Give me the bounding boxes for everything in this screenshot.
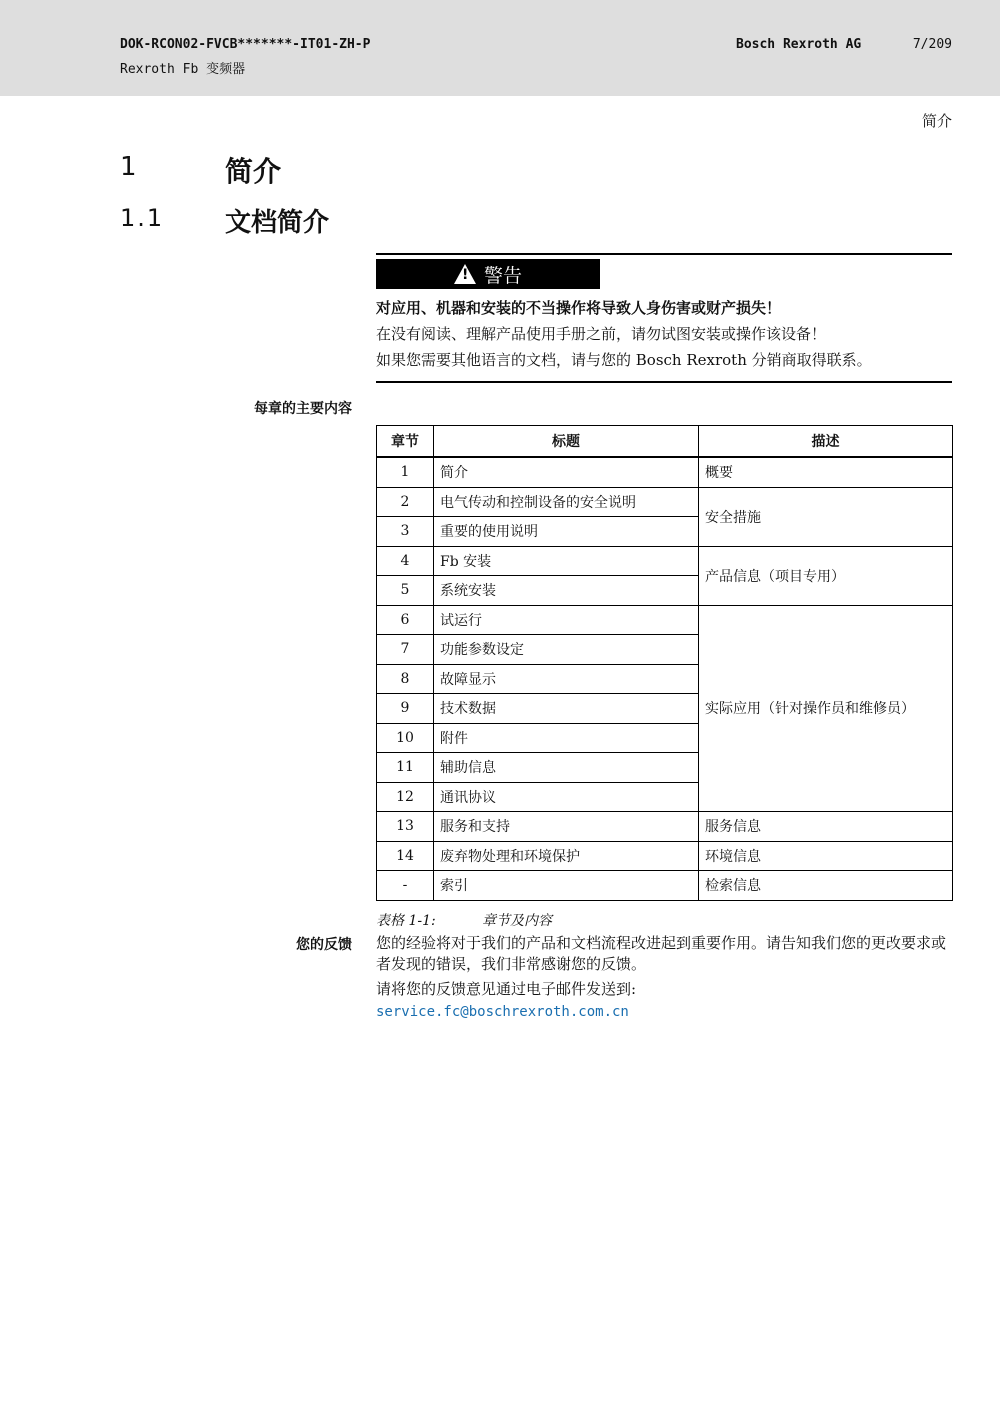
heading2-title: 文档简介 xyxy=(225,208,330,238)
col-header-chapter: 章节 xyxy=(377,426,434,458)
table-row xyxy=(377,546,953,576)
chapter-description: 概要 xyxy=(699,457,953,487)
table-row xyxy=(377,812,953,842)
table-row xyxy=(377,457,953,487)
chapter-title: 辅助信息 xyxy=(434,753,699,783)
chapter-number: 10 xyxy=(377,723,434,753)
chapter-description: 产品信息（项目专用） xyxy=(699,546,953,605)
chapter-title: 试运行 xyxy=(434,605,699,635)
warning-icon xyxy=(454,264,476,284)
feedback-email-link[interactable]: service.fc@boschrexroth.com.cn xyxy=(376,1004,629,1020)
chapter-title: 通讯协议 xyxy=(434,782,699,812)
chapter-title: 服务和支持 xyxy=(434,812,699,842)
feedback-label: 您的反馈 xyxy=(296,937,352,953)
warning-line-1: 对应用、机器和安装的不当操作将导致人身伤害或财产损失！ xyxy=(376,299,782,317)
caption-label: 表格 1-1: xyxy=(376,913,436,929)
page-header xyxy=(0,0,1000,96)
chapter-number: 11 xyxy=(377,753,434,783)
warning-line-2: 在没有阅读、理解产品使用手册之前，请勿试图安装或操作该设备！ xyxy=(376,325,827,343)
col-header-description: 描述 xyxy=(699,426,953,458)
chapter-number: 3 xyxy=(377,517,434,547)
chapter-number: 12 xyxy=(377,782,434,812)
feedback-paragraph: 您的经验将对于我们的产品和文档流程改进起到重要作用。请告知我们您的更改要求或者发现的错误，我们非常感谢您的反馈。 xyxy=(376,934,947,973)
col-header-title: 标题 xyxy=(434,426,699,458)
chapter-number: 13 xyxy=(377,812,434,842)
warning-box xyxy=(376,253,952,383)
chapter-number: 14 xyxy=(377,841,434,871)
chapter-title: Fb 安装 xyxy=(434,546,699,576)
chapter-number: 8 xyxy=(377,664,434,694)
table-header-row xyxy=(377,426,953,458)
warning-label: 警告 xyxy=(483,264,522,287)
chapter-number: 4 xyxy=(377,546,434,576)
doc-id: DOK-RCON02-FVCB*******-IT01-ZH-P xyxy=(120,37,371,52)
feedback-instruction: 请将您的反馈意见通过电子邮件发送到: xyxy=(376,980,637,998)
heading1-title: 简介 xyxy=(225,155,282,188)
table-row xyxy=(377,841,953,871)
chapter-title: 重要的使用说明 xyxy=(434,517,699,547)
chapter-title: 附件 xyxy=(434,723,699,753)
chapter-number: 2 xyxy=(377,487,434,517)
warning-line-3: 如果您需要其他语言的文档，请与您的 Bosch Rexroth 分销商取得联系。 xyxy=(376,351,872,369)
chapter-contents-label: 每章的主要内容 xyxy=(254,401,352,417)
chapter-number: 1 xyxy=(377,457,434,487)
table-row xyxy=(377,605,953,635)
chapter-description: 检索信息 xyxy=(699,871,953,901)
chapter-number: 9 xyxy=(377,694,434,724)
table-caption xyxy=(376,910,552,930)
chapter-description: 服务信息 xyxy=(699,812,953,842)
warning-banner xyxy=(376,259,600,289)
chapter-title: 废弃物处理和环境保护 xyxy=(434,841,699,871)
chapter-number: - xyxy=(377,871,434,901)
table-row xyxy=(377,871,953,901)
chapter-title: 功能参数设定 xyxy=(434,635,699,665)
table-row xyxy=(377,487,953,517)
doc-subtitle: Rexroth Fb 变频器 xyxy=(120,62,246,77)
chapter-description: 环境信息 xyxy=(699,841,953,871)
chapter-title: 索引 xyxy=(434,871,699,901)
chapter-description: 安全措施 xyxy=(699,487,953,546)
chapter-title: 系统安装 xyxy=(434,576,699,606)
chapter-title: 技术数据 xyxy=(434,694,699,724)
chapter-title: 电气传动和控制设备的安全说明 xyxy=(434,487,699,517)
page-number: 7/209 xyxy=(912,37,952,52)
chapter-number: 7 xyxy=(377,635,434,665)
heading1-number: 1 xyxy=(120,152,137,182)
company-name: Bosch Rexroth AG xyxy=(736,37,862,52)
chapter-number: 6 xyxy=(377,605,434,635)
section-tag: 简介 xyxy=(921,112,952,130)
chapter-title: 简介 xyxy=(434,457,699,487)
chapter-number: 5 xyxy=(377,576,434,606)
chapter-description: 实际应用（针对操作员和维修员） xyxy=(699,605,953,812)
chapter-title: 故障显示 xyxy=(434,664,699,694)
heading2-number: 1.1 xyxy=(120,204,165,232)
caption-text: 章节及内容 xyxy=(482,913,552,929)
chapter-table xyxy=(376,425,953,901)
